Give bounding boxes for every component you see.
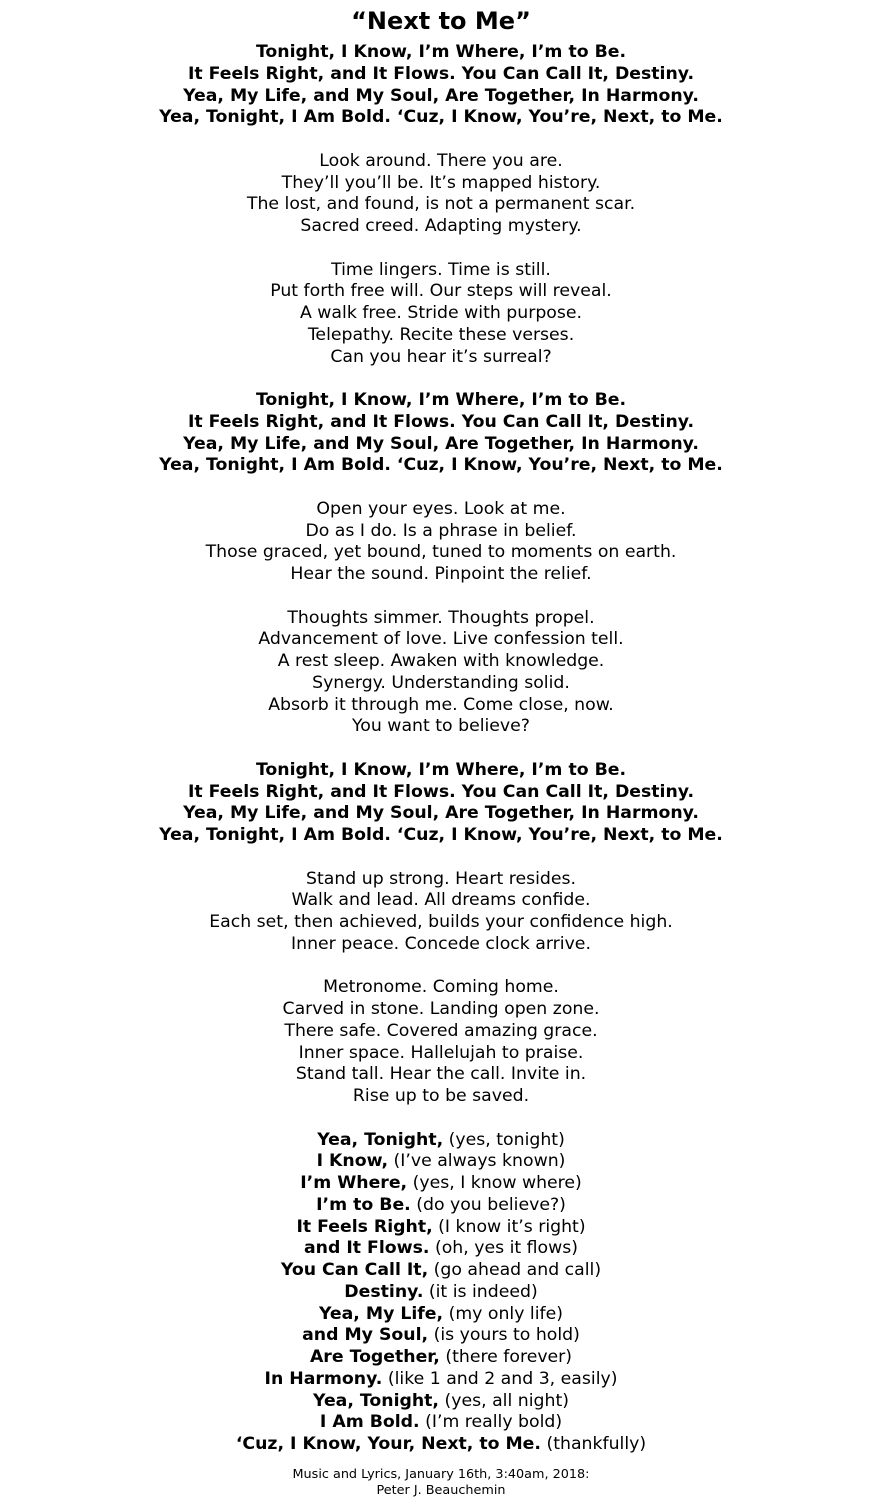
verse-6 [0, 977, 882, 1108]
outro-line [0, 1282, 882, 1304]
chorus-line: Tonight, I Know, I’m Where, I’m to Be. [255, 42, 627, 62]
outro-line [0, 1434, 882, 1456]
outro-line [0, 1151, 882, 1173]
verse-line: Put forth free will. Our steps will reveal. [270, 281, 612, 302]
outro-echo: (is yours to hold) [433, 1325, 580, 1346]
verse-line: Telepathy. Recite these verses. [307, 324, 575, 345]
outro-bold: Are Together, [309, 1347, 440, 1367]
outro-bold: I’m to Be. [316, 1194, 411, 1215]
verse-line: Absorb it through me. Come close, now. [268, 694, 614, 715]
verse-line: A walk free. Stride with purpose. [299, 303, 582, 323]
verse-line: You want to believe? [352, 716, 530, 737]
chorus-line: Yea, Tonight, I Am Bold. ‘Cuz, I Know, You’re, Next, to Me. [159, 455, 723, 476]
verse-line: Advancement of love. Live confession tell. [258, 629, 624, 650]
verse-line: Synergy. Understanding solid. [312, 672, 570, 693]
chorus-line: It Feels Right, and It Flows. You Can Call It, Destiny. [187, 781, 695, 802]
verse-line: Walk and lead. All dreams confide. [291, 890, 591, 911]
outro-echo: (like 1 and 2 and 3, easily) [387, 1368, 618, 1389]
chorus-line: It Feels Right, and It Flows. You Can Call It, Destiny. [187, 411, 695, 432]
verse-line: Hear the sound. Pinpoint the relief. [290, 564, 592, 584]
verse-line: Stand up strong. Heart resides. [305, 868, 576, 889]
verse-line: Thoughts simmer. Thoughts propel. [287, 607, 595, 628]
verse-line: Metronome. Coming home. [323, 977, 559, 998]
outro-line [0, 1260, 882, 1282]
outro-bold: Destiny. [344, 1281, 424, 1302]
outro-bold: and My Soul, [302, 1325, 429, 1346]
outro-line [0, 1391, 882, 1413]
outro-line [0, 1217, 882, 1239]
verse-2 [0, 260, 882, 369]
credits-date: Music and Lyrics, January 16th, 3:40am, 2018: [292, 1466, 590, 1482]
outro-echo: (I’ve always known) [393, 1151, 566, 1172]
chorus-line: Yea, My Life, and My Soul, Are Together, In Harmony. [183, 85, 699, 106]
outro-line [0, 1238, 882, 1260]
outro-bold: Yea, My Life, [318, 1303, 444, 1324]
song-title: “Next to Me” [351, 7, 531, 35]
verse-line: Stand tall. Hear the call. Invite in. [295, 1064, 587, 1085]
outro-echo: (do you believe?) [416, 1194, 566, 1215]
outro-bold: Yea, Tonight, [313, 1390, 439, 1411]
outro-line [0, 1304, 882, 1326]
verse-1 [0, 151, 882, 238]
outro-bold: In Harmony. [264, 1368, 383, 1389]
verse-5 [0, 869, 882, 956]
outro-echo: (yes, all night) [444, 1390, 569, 1411]
outro-bold: I Know, [316, 1151, 389, 1172]
outro-echo: (yes, I know where) [412, 1173, 582, 1193]
chorus-line: Tonight, I Know, I’m Where, I’m to Be. [255, 390, 627, 410]
verse-3 [0, 499, 882, 586]
outro-bold: Yea, Tonight, [317, 1129, 444, 1150]
outro-line [0, 1347, 882, 1369]
chorus-line: It Feels Right, and It Flows. You Can Call It, Destiny. [187, 63, 695, 84]
outro-line [0, 1173, 882, 1195]
verse-line: Can you hear it’s surreal? [330, 346, 552, 367]
outro-echo: (I know it’s right) [438, 1216, 586, 1237]
chorus-line: Yea, My Life, and My Soul, Are Together, In Harmony. [183, 433, 699, 454]
verse-4 [0, 608, 882, 739]
chorus-line: Yea, My Life, and My Soul, Are Together, In Harmony. [183, 803, 699, 824]
credits-author: Peter J. Beauchemin [376, 1482, 506, 1498]
outro-line [0, 1195, 882, 1217]
outro-echo: (my only life) [448, 1303, 563, 1324]
verse-line: Rise up to be saved. [352, 1086, 530, 1106]
outro-bold: ‘Cuz, I Know, Your, Next, to Me. [235, 1434, 541, 1454]
chorus-line: Yea, Tonight, I Am Bold. ‘Cuz, I Know, You’re, Next, to Me. [159, 825, 723, 845]
verse-line: Do as I do. Is a phrase in belief. [305, 520, 577, 541]
outro-echo: (yes, tonight) [448, 1129, 565, 1150]
outro-echo: (thankfully) [546, 1434, 647, 1454]
chorus-line: Tonight, I Know, I’m Where, I’m to Be. [255, 759, 627, 780]
verse-line: Those graced, yet bound, tuned to moments on earth. [205, 542, 677, 563]
outro-bold: You Can Call It, [280, 1260, 429, 1280]
verse-line: They’ll you’ll be. It’s mapped history. [281, 172, 601, 193]
verse-line: There safe. Covered amazing grace. [284, 1020, 598, 1041]
outro-line [0, 1325, 882, 1347]
verse-line: Look around. There you are. [319, 150, 563, 171]
chorus-2 [0, 390, 882, 477]
chorus-3 [0, 760, 882, 847]
outro-echo: (oh, yes it flows) [434, 1238, 578, 1259]
credits [0, 1467, 882, 1499]
verse-line: Each set, then achieved, builds your confidence high. [209, 912, 673, 932]
outro-echo: (I’m really bold) [425, 1412, 563, 1433]
outro-bold: and It Flows. [303, 1238, 430, 1259]
verse-line: Time lingers. Time is still. [331, 259, 551, 280]
outro-echo: (go ahead and call) [433, 1260, 602, 1280]
verse-line: The lost, and found, is not a permanent scar. [246, 194, 636, 215]
outro-bold: I’m Where, [300, 1173, 408, 1193]
outro-bold: It Feels Right, [296, 1216, 433, 1237]
chorus-1 [0, 42, 882, 129]
chorus-line: Yea, Tonight, I Am Bold. ‘Cuz, I Know, You’re, Next, to Me. [159, 107, 723, 128]
verse-line: A rest sleep. Awaken with knowledge. [277, 651, 605, 671]
outro-echo: (it is indeed) [428, 1281, 538, 1302]
verse-line: Inner peace. Concede clock arrive. [291, 933, 591, 954]
outro-bold: I Am Bold. [319, 1412, 420, 1433]
outro-line [0, 1130, 882, 1152]
outro-line [0, 1412, 882, 1434]
verse-line: Open your eyes. Look at me. [316, 498, 566, 519]
verse-line: Carved in stone. Landing open zone. [282, 999, 600, 1019]
outro [0, 1130, 882, 1456]
outro-echo: (there forever) [445, 1347, 573, 1367]
outro-line [0, 1369, 882, 1391]
verse-line: Sacred creed. Adapting mystery. [300, 216, 582, 236]
verse-line: Inner space. Hallelujah to praise. [298, 1042, 584, 1063]
